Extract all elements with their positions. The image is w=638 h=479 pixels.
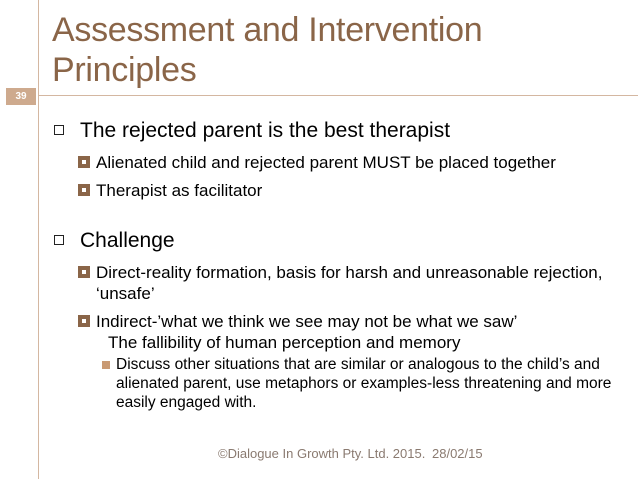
sub-bullet-placed-together bbox=[52, 152, 622, 173]
hollow-square-bullet-icon bbox=[54, 125, 64, 135]
square-bullet-icon bbox=[78, 184, 90, 196]
square-bullet-icon bbox=[78, 156, 90, 168]
sub-bullet-continuation: The fallibility of human perception and memory bbox=[108, 333, 461, 352]
filled-square-bullet-icon bbox=[102, 361, 110, 369]
slide-body bbox=[52, 118, 622, 419]
bullet-challenge bbox=[52, 228, 622, 254]
bullet-text: Challenge bbox=[80, 229, 175, 252]
sub-bullet-facilitator bbox=[52, 180, 622, 201]
footer-copyright: ©Dialogue In Growth Pty. Ltd. 2015. bbox=[218, 446, 426, 461]
sub-bullet-direct-reality bbox=[52, 262, 622, 304]
sub-bullet-text: Alienated child and rejected parent MUST be placed together bbox=[96, 153, 556, 172]
sub-sub-bullet-text: Discuss other situations that are similar or analogous to the child’s and alienated parent, use metaphors or examples-less threatening and more easily engaged with. bbox=[116, 356, 612, 411]
slide-number-badge: 39 bbox=[6, 88, 36, 105]
title-divider bbox=[38, 95, 638, 96]
sub-bullet-text: Indirect-’what we think we see may not be what we saw’ bbox=[96, 312, 518, 331]
sub-bullet-text: Therapist as facilitator bbox=[96, 181, 263, 200]
hollow-square-bullet-icon bbox=[54, 235, 64, 245]
slide-title: Assessment and Intervention Principles bbox=[52, 11, 483, 89]
footer-date: 28/02/15 bbox=[432, 446, 483, 461]
sub-bullet-indirect bbox=[52, 311, 622, 412]
square-bullet-icon bbox=[78, 266, 90, 278]
square-bullet-icon bbox=[78, 315, 90, 327]
sub-sub-bullet-discuss bbox=[52, 355, 622, 412]
bullet-text: The rejected parent is the best therapist bbox=[80, 119, 451, 142]
left-vertical-rule bbox=[38, 0, 39, 479]
bullet-rejected-parent bbox=[52, 118, 622, 144]
sub-bullet-text: Direct-reality formation, basis for harsh and unreasonable rejection, ‘unsafe’ bbox=[96, 263, 603, 303]
